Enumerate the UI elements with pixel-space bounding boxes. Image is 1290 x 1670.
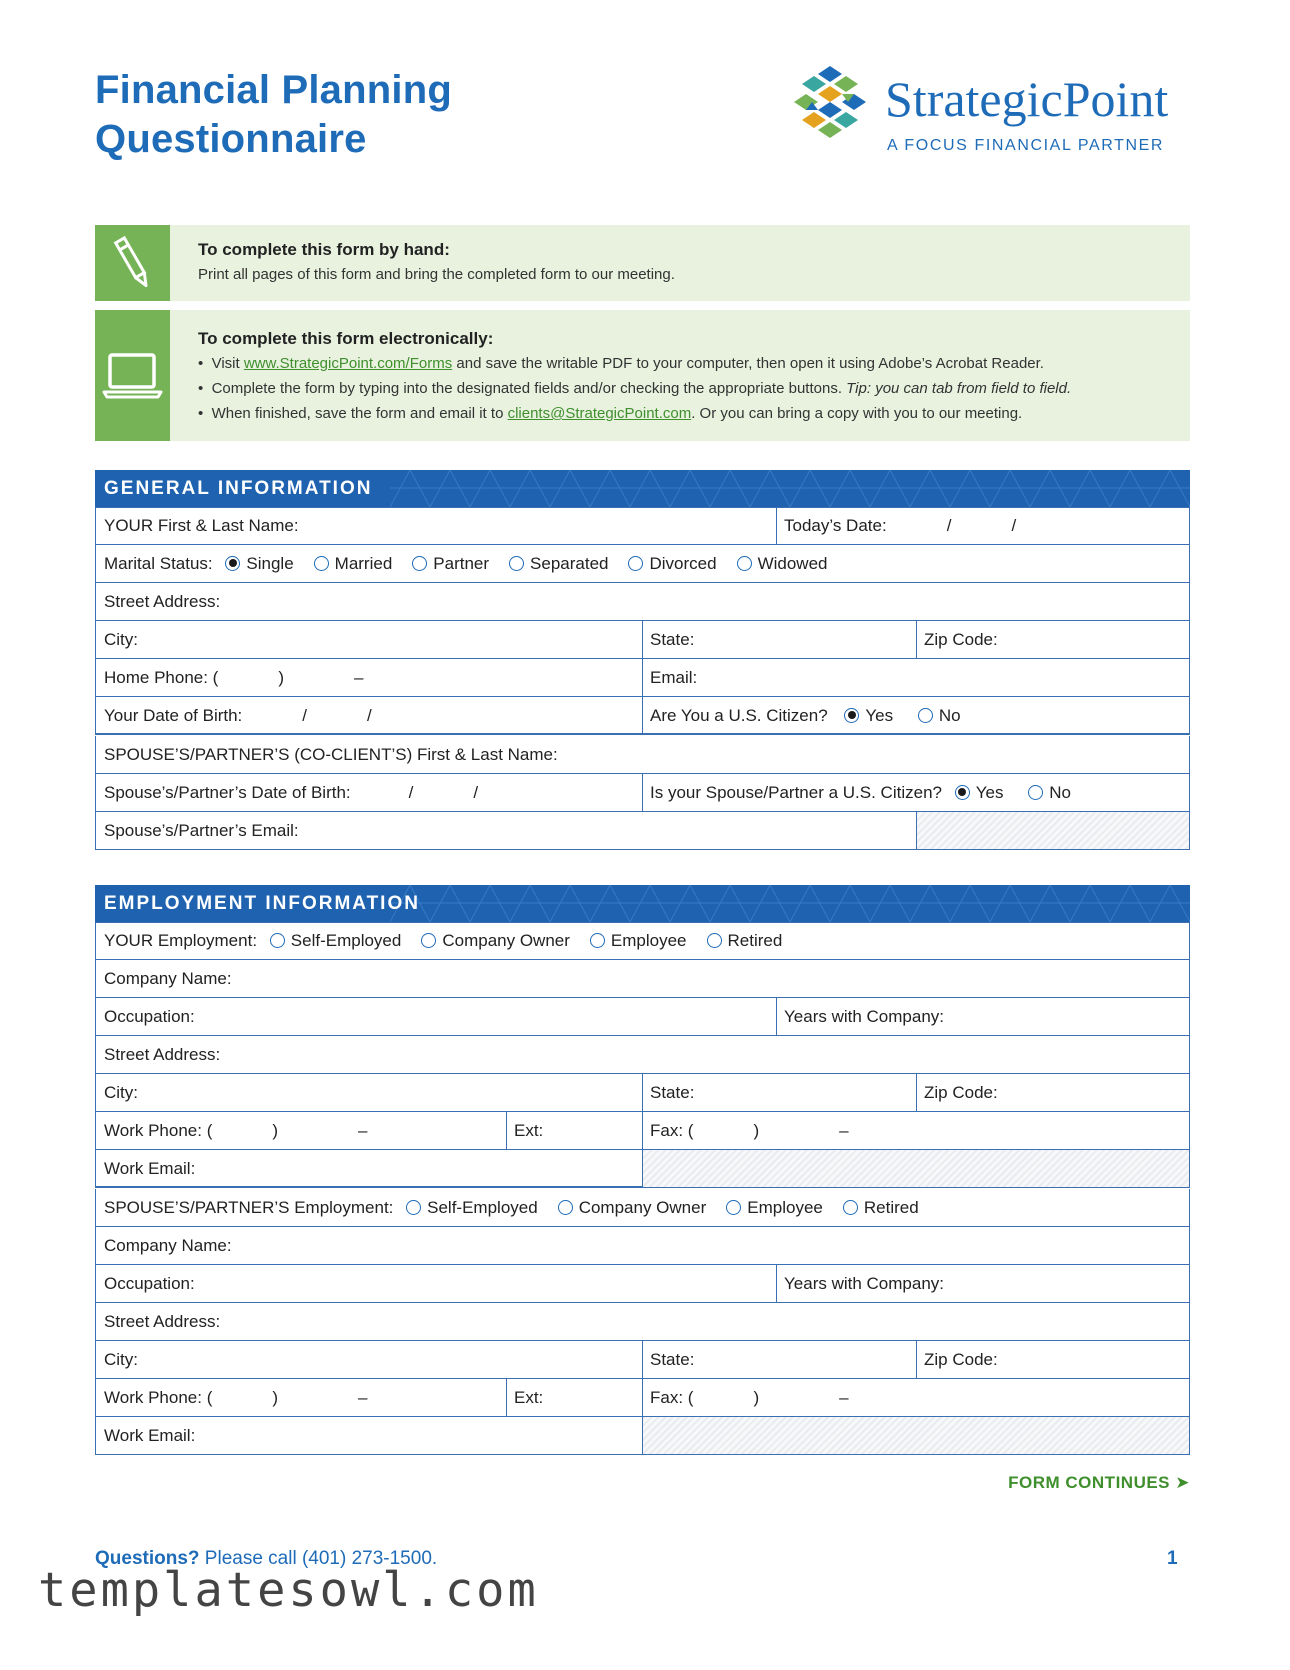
bullet-1-text-b: and save the writable PDF to your computer, then open it using Adobe’s Acrobat Reader. (452, 355, 1044, 372)
notice-electronic-heading: To complete this form electronically: (198, 329, 494, 348)
hatched-blank (917, 812, 1189, 849)
row-spouse-email (95, 812, 1190, 850)
zip-label: Zip Code: (924, 630, 998, 649)
work-city-label: City: (104, 1083, 138, 1102)
home-phone-label: Home Phone: (104, 668, 208, 687)
row-work-city-state-zip (95, 1074, 1190, 1112)
notice-by-hand-body: Print all pages of this form and bring the completed form to our meeting. (198, 266, 675, 283)
radio-selected-icon[interactable] (844, 708, 859, 723)
employment-option-label: Company Owner (442, 931, 570, 950)
spouse-street-field[interactable] (96, 1303, 1190, 1340)
spouse-work-phone-label: Work Phone: (104, 1388, 202, 1407)
work-phone-label: Work Phone: (104, 1121, 202, 1140)
row-spouse-street (95, 1303, 1190, 1341)
radio-icon[interactable] (558, 1200, 573, 1215)
form-continues-label: FORM CONTINUES ➤ (1008, 1473, 1190, 1492)
citizen-group (642, 697, 1190, 734)
notice-by-hand-text (198, 237, 675, 287)
employment-option-label: Self-Employed (290, 931, 402, 950)
notice-by-hand-heading: To complete this form by hand: (198, 240, 450, 259)
spouse-ext-label: Ext: (514, 1388, 544, 1407)
spouse-years-field[interactable] (776, 1265, 1190, 1302)
radio-icon[interactable] (412, 556, 427, 571)
spouse-dob-label: Spouse’s/Partner’s Date of Birth: (104, 783, 351, 802)
work-phone-field[interactable]: Work Phone: ( ) – (104, 1121, 368, 1140)
row-marital-status (95, 545, 1190, 583)
spouse-employment-options (398, 1198, 919, 1217)
zip-field[interactable] (916, 621, 1190, 658)
citizen-label: Are You a U.S. Citizen? (650, 706, 828, 725)
spouse-citizen-no-option[interactable] (1028, 783, 1071, 802)
company-label: Company Name: (104, 969, 232, 988)
your-employment-options (262, 931, 783, 950)
radio-icon[interactable] (314, 556, 329, 571)
marital-status-group (96, 545, 1190, 582)
spouse-occupation-field[interactable] (96, 1265, 776, 1302)
occupation-field[interactable] (96, 998, 776, 1035)
marital-option-single[interactable] (225, 554, 293, 573)
spouse-years-label: Years with Company: (784, 1274, 945, 1293)
row-work-phone (95, 1112, 1190, 1150)
spouse-occupation-label: Occupation: (104, 1274, 195, 1293)
employment-option-self-employed[interactable] (270, 931, 402, 950)
employment-option-label: Retired (863, 1198, 919, 1217)
fax-label: Fax: (650, 1121, 684, 1140)
marital-option-label: Divorced (649, 554, 717, 573)
employment-option-retired[interactable] (707, 931, 783, 950)
radio-icon[interactable] (707, 933, 722, 948)
row-spouse-name (95, 736, 1190, 774)
spouse-company-field[interactable] (96, 1227, 1190, 1264)
radio-icon[interactable] (406, 1200, 421, 1215)
notice-electronic-text (198, 326, 1071, 426)
email-label: Email: (650, 668, 698, 687)
state-label: State: (650, 630, 695, 649)
spouse-citizen-label: Is your Spouse/Partner a U.S. Citizen? (650, 783, 942, 802)
title-line-2: Questionnaire (95, 117, 367, 161)
radio-icon[interactable] (628, 556, 643, 571)
citizen-yes-option[interactable] (844, 706, 893, 725)
spouse-employment-group (96, 1189, 1190, 1226)
street-label: Street Address: (104, 592, 221, 611)
radio-icon[interactable] (737, 556, 752, 571)
radio-selected-icon[interactable] (225, 556, 240, 571)
bullet-3-text-a: When finished, save the form and email it to (211, 405, 508, 422)
employment-info-heading (95, 885, 1190, 922)
row-occupation (95, 998, 1190, 1036)
forms-link[interactable]: www.StrategicPoint.com/Forms (243, 355, 453, 372)
employment-option-company-owner[interactable] (421, 931, 570, 950)
employment-info-title: EMPLOYMENT INFORMATION (104, 893, 420, 914)
employment-option-employee[interactable] (590, 931, 687, 950)
radio-icon[interactable] (843, 1200, 858, 1215)
citizen-yes-label: Yes (865, 706, 894, 725)
row-spouse-company (95, 1227, 1190, 1265)
occupation-label: Occupation: (104, 1007, 195, 1026)
city-field[interactable] (96, 621, 642, 658)
spouse-email-field[interactable] (96, 812, 916, 849)
notice-bullet-1: • Visit www.StrategicPoint.com/Forms and save the writable PDF to your computer, then open it using Adobe’s Acrobat Reader. (198, 355, 1044, 372)
marital-option-married[interactable] (314, 554, 393, 573)
row-spouse-occupation (95, 1265, 1190, 1303)
work-zip-field[interactable] (916, 1074, 1190, 1111)
work-street-label: Street Address: (104, 1045, 221, 1064)
logo-tagline: A FOCUS FINANCIAL PARTNER (887, 137, 1165, 154)
spouse-dob-field[interactable]: Spouse’s/Partner’s Date of Birth: / / (104, 783, 479, 802)
table-top-border (95, 922, 1190, 923)
work-city-field[interactable] (96, 1074, 642, 1111)
radio-selected-icon[interactable] (955, 785, 970, 800)
work-state-label: State: (650, 1083, 695, 1102)
hatched-blank (643, 1417, 1189, 1454)
citizen-no-label: No (938, 706, 961, 725)
spouse-ext-field[interactable] (506, 1379, 642, 1416)
citizen-no-option[interactable] (918, 706, 961, 725)
spouse-zip-field[interactable] (916, 1341, 1190, 1378)
header-pattern (390, 470, 1190, 507)
general-info-title: GENERAL INFORMATION (104, 478, 373, 499)
ext-label: Ext: (514, 1121, 544, 1140)
spouse-email-label: Spouse’s/Partner’s Email: (104, 821, 299, 840)
work-zip-label: Zip Code: (924, 1083, 998, 1102)
dob-label: Your Date of Birth: (104, 706, 243, 725)
marital-option-widowed[interactable] (737, 554, 828, 573)
employment-option-label: Retired (727, 931, 783, 950)
laptop-icon (95, 310, 170, 441)
spouse-zip-label: Zip Code: (924, 1350, 998, 1369)
bullet-2-tip: Tip: you can tab from field to field. (846, 380, 1072, 397)
state-field[interactable] (642, 621, 916, 658)
company-field[interactable] (96, 960, 1190, 997)
spouse-citizen-yes-label: Yes (975, 783, 1004, 802)
name-label: YOUR First & Last Name: (104, 516, 299, 535)
spouse-name-field[interactable] (96, 736, 1190, 773)
spouse-citizen-group (642, 774, 1190, 811)
spouse-citizen-no-label: No (1049, 783, 1071, 802)
radio-icon[interactable] (270, 933, 285, 948)
work-state-field[interactable] (642, 1074, 916, 1111)
row-work-email (95, 1150, 1190, 1188)
logo-name: StrategicPoint (885, 71, 1169, 127)
row-dob-citizen (95, 697, 1190, 735)
marital-option-label: Partner (433, 554, 490, 573)
spouse-citizen-yes-option[interactable] (955, 783, 1004, 802)
radio-icon[interactable] (918, 708, 933, 723)
marital-option-label: Married (334, 554, 393, 573)
row-spouse-city-state-zip (95, 1341, 1190, 1379)
spouse-company-label: Company Name: (104, 1236, 232, 1255)
marital-option-label: Widowed (757, 554, 828, 573)
marital-option-partner[interactable] (412, 554, 489, 573)
marital-option-label: Single (246, 554, 294, 573)
marital-label: Marital Status: (104, 554, 213, 573)
spouse-street-label: Street Address: (104, 1312, 221, 1331)
radio-icon[interactable] (726, 1200, 741, 1215)
spouse-state-field[interactable] (642, 1341, 916, 1378)
notice-bullet-2: • Complete the form by typing into the designated fields and/or checking the appropriate buttons. Tip: you can tab from field to field. (198, 380, 1072, 397)
row-spouse-employment (95, 1189, 1190, 1227)
row-name-date (95, 507, 1190, 545)
row-city-state-zip (95, 621, 1190, 659)
logo-mark-icon (790, 62, 870, 142)
marital-option-separated[interactable] (509, 554, 608, 573)
employment-option-retired[interactable] (843, 1198, 919, 1217)
questions-text: Please call (401) 273-1500. (199, 1548, 438, 1569)
header-pattern (390, 885, 1190, 922)
email-link[interactable]: clients@StrategicPoint.com (507, 405, 692, 422)
form-title (95, 66, 452, 164)
bullet-3-text-b: . Or you can bring a copy with you to our meeting. (691, 405, 1023, 422)
row-spouse-work-email (95, 1417, 1190, 1455)
work-email-label: Work Email: (104, 1159, 196, 1178)
employment-option-employee[interactable] (726, 1198, 823, 1217)
title-line-1: Financial Planning (95, 68, 452, 112)
name-field[interactable] (96, 507, 776, 544)
row-your-employment (95, 922, 1190, 960)
general-info-heading (95, 470, 1190, 507)
bullet-1-text-a: Visit (211, 355, 244, 372)
radio-icon[interactable] (1028, 785, 1043, 800)
email-field[interactable] (642, 659, 1190, 696)
years-label: Years with Company: (784, 1007, 945, 1026)
notice-icon-box (95, 310, 170, 441)
employment-option-company-owner[interactable] (558, 1198, 707, 1217)
radio-icon[interactable] (421, 933, 436, 948)
table-top-border (95, 507, 1190, 508)
spouse-city-label: City: (104, 1350, 138, 1369)
employment-option-label: Self-Employed (427, 1198, 538, 1217)
city-label: City: (104, 630, 138, 649)
row-work-street (95, 1036, 1190, 1074)
your-employment-group (96, 922, 1190, 959)
work-email-field[interactable] (96, 1150, 642, 1187)
row-spouse-dob-citizen (95, 774, 1190, 812)
questions-bold: Questions? (95, 1548, 200, 1569)
row-street (95, 583, 1190, 621)
hatched-blank (643, 1150, 1189, 1187)
dob-field[interactable]: Your Date of Birth: / / (104, 706, 372, 725)
fax-field[interactable]: Fax: ( ) – (650, 1121, 849, 1140)
today-date-label: Today’s Date: (784, 516, 887, 535)
employment-option-label: Company Owner (578, 1198, 707, 1217)
work-street-field[interactable] (96, 1036, 1190, 1073)
spouse-fax-label: Fax: (650, 1388, 684, 1407)
notice-icon-box (95, 225, 170, 301)
employment-option-label: Employee (747, 1198, 823, 1217)
notice-bullet-3: • When finished, save the form and email it to clients@StrategicPoint.com. Or you can bring a copy with you to our meeting. (198, 405, 1023, 422)
watermark: templatesowl.com (38, 1563, 539, 1618)
employment-option-label: Employee (610, 931, 687, 950)
radio-icon[interactable] (590, 933, 605, 948)
page-number: 1 (1167, 1548, 1178, 1569)
bullet-2-text: Complete the form by typing into the designated fields and/or checking the appropriate buttons. (211, 380, 847, 397)
employment-option-self-employed[interactable] (406, 1198, 538, 1217)
spouse-name-label: SPOUSE’S/PARTNER’S (CO-CLIENT’S) First & Last Name: (104, 745, 558, 764)
home-phone-field[interactable]: Home Phone: ( ) – (104, 668, 364, 687)
spouse-state-label: State: (650, 1350, 695, 1369)
spouse-fax-field[interactable]: Fax: ( ) – (650, 1388, 849, 1407)
your-employment-label: YOUR Employment: (104, 931, 258, 950)
street-field[interactable] (96, 583, 1190, 620)
spouse-work-email-field[interactable] (96, 1417, 642, 1454)
spouse-employment-label: SPOUSE’S/PARTNER’S Employment: (104, 1198, 394, 1217)
spouse-work-phone-field[interactable]: Work Phone: ( ) – (104, 1388, 368, 1407)
spouse-city-field[interactable] (96, 1341, 642, 1378)
ext-field[interactable] (506, 1112, 642, 1149)
radio-icon[interactable] (509, 556, 524, 571)
company-logo (790, 62, 1190, 162)
notice-electronic (95, 310, 1190, 441)
marital-option-label: Separated (530, 554, 609, 573)
notice-by-hand (95, 225, 1190, 301)
row-spouse-work-phone (95, 1379, 1190, 1417)
row-company (95, 960, 1190, 998)
years-field[interactable] (776, 998, 1190, 1035)
spouse-work-email-label: Work Email: (104, 1426, 196, 1445)
row-phone-email (95, 659, 1190, 697)
pencil-icon (95, 225, 170, 301)
marital-option-divorced[interactable] (628, 554, 716, 573)
today-date-field[interactable]: Today’s Date: / / (784, 516, 1017, 535)
